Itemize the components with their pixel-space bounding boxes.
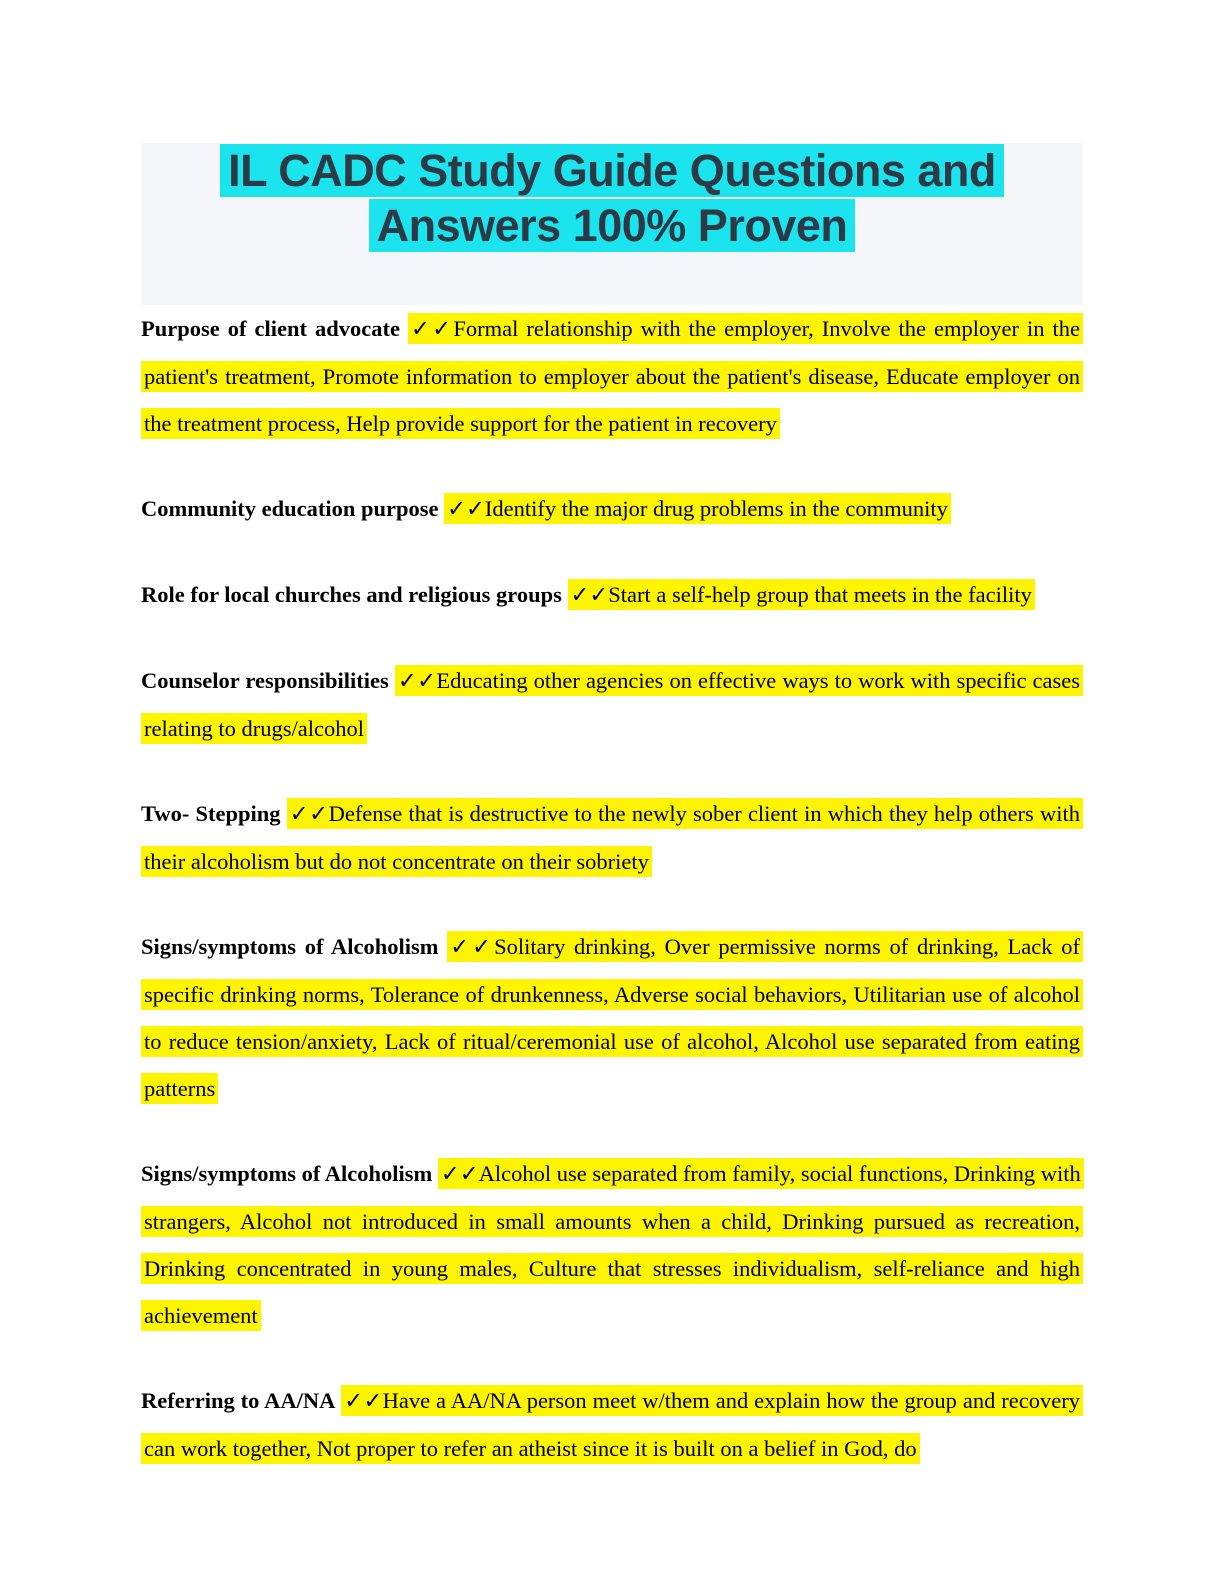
question-text: Signs/symptoms of Alcoholism xyxy=(141,934,439,959)
double-checkmark-icon: ✓✓ xyxy=(570,582,609,608)
answer-text: Defense that is destructive to the newly sober client in which they help others with their alcoholism but do not concentrate on their sobriety xyxy=(144,801,1080,874)
answer-text: Educating other agencies on effective ways to work with specific cases relating to drugs/alcohol xyxy=(144,668,1080,741)
qa-entry xyxy=(141,305,1083,447)
double-checkmark-icon: ✓✓ xyxy=(450,934,495,960)
title-line-1: IL CADC Study Guide Questions and xyxy=(220,144,1004,197)
double-checkmark-icon: ✓✓ xyxy=(410,316,454,342)
qa-entry xyxy=(141,1377,1083,1472)
question-text: Counselor responsibilities xyxy=(141,668,389,693)
double-checkmark-icon: ✓✓ xyxy=(289,801,329,827)
answer-highlight xyxy=(568,579,1035,610)
answer-highlight xyxy=(444,493,951,524)
title-banner xyxy=(141,143,1083,305)
answer-text: Solitary drinking, Over permissive norms of drinking, Lack of specific drinking norms, Tolerance of drunkenness, Adverse social behaviors, Utilitarian use of alcohol to reduce tension/anxiety, Lack of ritual/ceremonial use of alcohol, Alcohol use separated from eating patterns xyxy=(144,934,1080,1101)
answer-highlight xyxy=(141,798,1083,877)
double-checkmark-icon: ✓✓ xyxy=(344,1388,383,1414)
answer-text: Alcohol use separated from family, social functions, Drinking with strangers, Alcohol not introduced in small amounts when a child, Drinking pursued as recreation, Drinking concentrated in young males, Culture that stresses individualism, self-reliance and high achievement xyxy=(144,1161,1081,1328)
qa-entry xyxy=(141,1150,1083,1339)
qa-entry xyxy=(141,571,1083,619)
answer-text: Formal relationship with the employer, Involve the employer in the patient's treatment, Promote information to employer about the patient's disease, Educate employer on the treatment process, Help provide support for the patient in recovery xyxy=(144,316,1080,436)
page-title xyxy=(141,143,1083,253)
qa-entry xyxy=(141,485,1083,533)
answer-text: Start a self-help group that meets in the facility xyxy=(608,582,1032,607)
qa-entry xyxy=(141,657,1083,752)
double-checkmark-icon: ✓✓ xyxy=(440,1161,479,1187)
question-text: Signs/symptoms of Alcoholism xyxy=(141,1161,433,1186)
answer-text: Have a AA/NA person meet w/them and explain how the group and recovery can work together, Not proper to refer an atheist since it is built on a belief in God, do xyxy=(144,1388,1081,1461)
double-checkmark-icon: ✓✓ xyxy=(397,668,437,694)
qa-list xyxy=(141,305,1083,1472)
qa-entry xyxy=(141,790,1083,885)
question-text: Role for local churches and religious groups xyxy=(141,582,562,607)
question-text: Community education purpose xyxy=(141,496,439,521)
question-text: Referring to AA/NA xyxy=(141,1388,336,1413)
question-text: Purpose of client advocate xyxy=(141,316,400,341)
double-checkmark-icon: ✓✓ xyxy=(447,496,485,522)
title-line-2: Answers 100% Proven xyxy=(369,199,856,252)
qa-entry xyxy=(141,923,1083,1112)
question-text: Two- Stepping xyxy=(141,801,281,826)
answer-text: Identify the major drug problems in the community xyxy=(484,496,948,521)
